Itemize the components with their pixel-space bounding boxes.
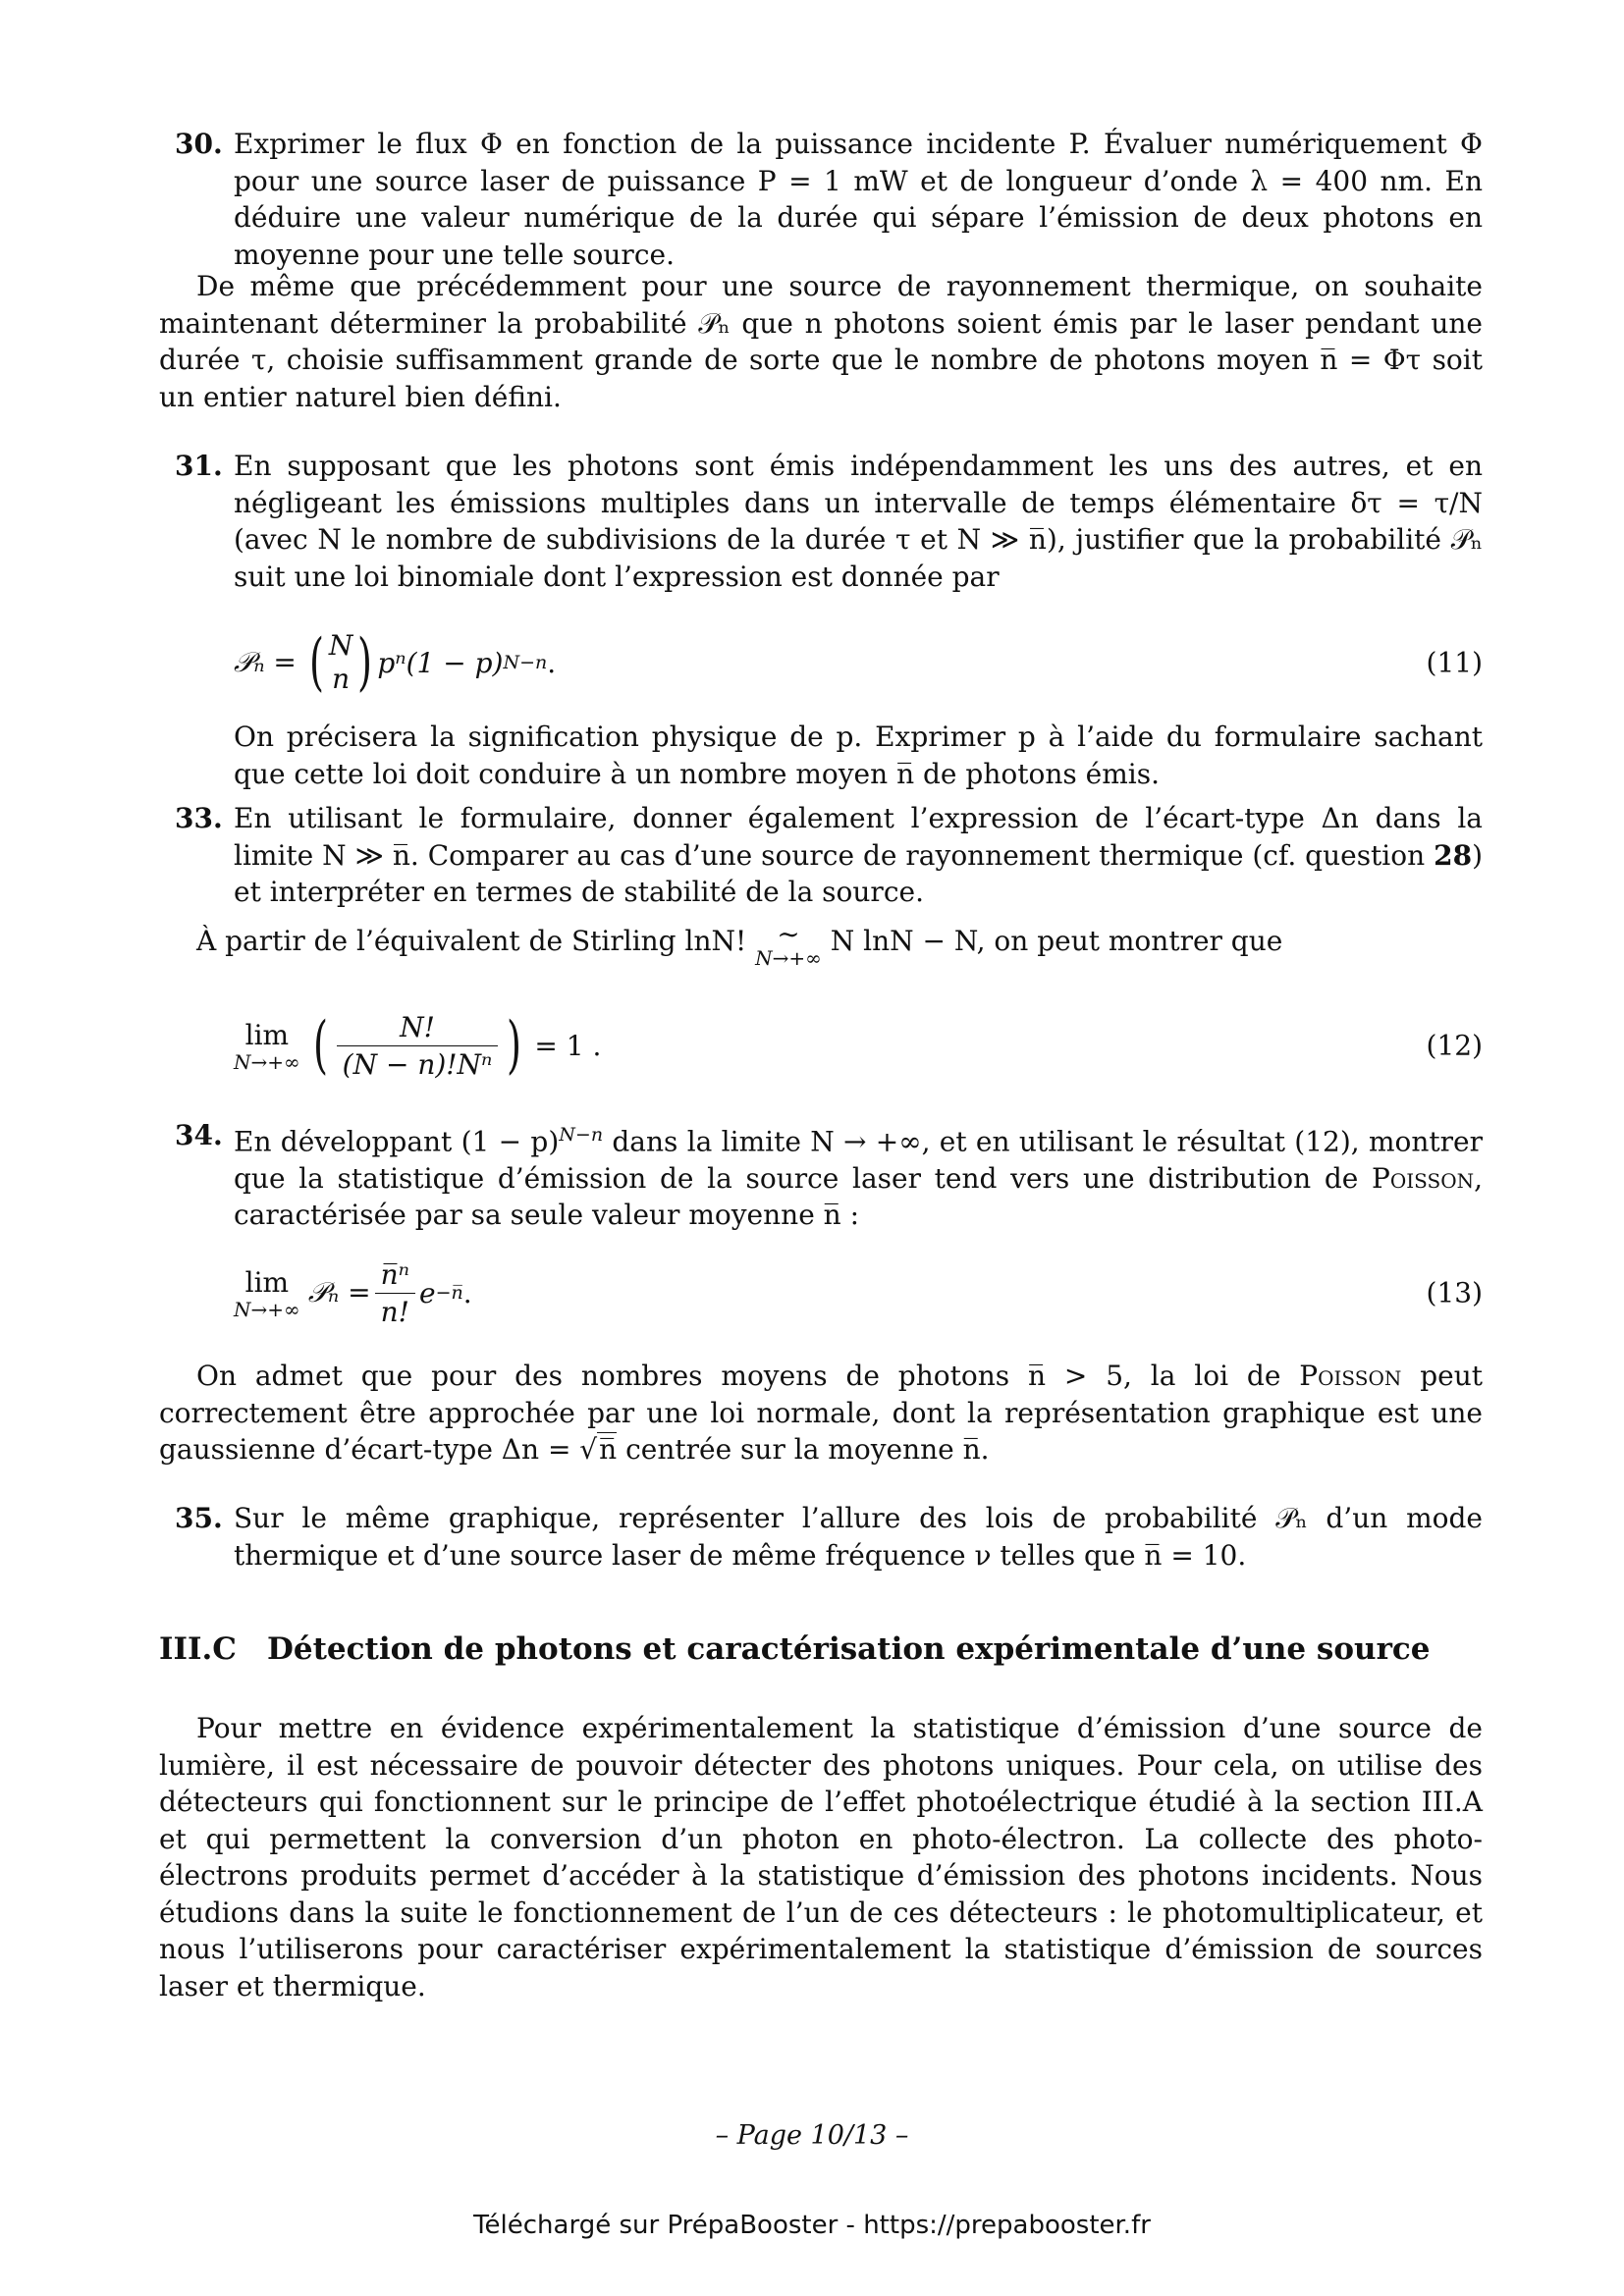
left-paren: ( bbox=[312, 1009, 328, 1082]
exponential: e bbox=[418, 1276, 436, 1309]
stirling-line bbox=[196, 918, 1483, 970]
exponent: N−n bbox=[559, 1124, 604, 1146]
page-number: – Page 10/13 – bbox=[715, 2120, 909, 2151]
question-number: 31. bbox=[175, 450, 223, 482]
question-text: Sur le même graphique, représenter l’allure des lois de probabilité 𝒫ₙ d’un mode thermique et d’une source laser de même fréquence ν telles que n̅ = 10. bbox=[234, 1502, 1483, 1572]
denominator: (N − n)!Nⁿ bbox=[337, 1045, 499, 1081]
equation-11 bbox=[234, 618, 1483, 707]
binomial-top: N bbox=[328, 629, 353, 662]
equation-number: (12) bbox=[1426, 1029, 1483, 1062]
section-heading bbox=[159, 1631, 1431, 1667]
question-34 bbox=[175, 1117, 1483, 1234]
question-text: En utilisant le formulaire, donner également l’expression de l’écart-type Δn dans la limite N ≫ n̅. Comparer au cas d’une source de rayonnement thermique (cf. question bbox=[234, 802, 1483, 872]
limit bbox=[234, 1019, 300, 1073]
equation-number: (13) bbox=[1426, 1276, 1483, 1309]
limit-label: lim bbox=[244, 1018, 290, 1051]
question-number: 33. bbox=[175, 802, 223, 834]
question-text: Exprimer le flux Φ en fonction de la puissance incidente P. Évaluer numériquement Φ pour une source laser de puissance P = 1 mW et de longueur d’onde λ = 400 nm. En déduire une valeur numérique de la durée qui sépare l’émission de deux photons en moyenne pour une telle source. bbox=[234, 128, 1483, 271]
paragraph-text: On admet que pour des nombres moyens de photons n̅ > 5, la loi de bbox=[196, 1360, 1300, 1392]
question-ref: 28 bbox=[1434, 838, 1473, 872]
poisson-name: Poisson bbox=[1372, 1161, 1475, 1195]
denominator: n! bbox=[375, 1293, 415, 1328]
question-text-end: , caractérisée par sa seule valeur moyenne n̅ : bbox=[234, 1161, 1483, 1232]
fraction bbox=[375, 1258, 415, 1328]
question-35 bbox=[175, 1500, 1483, 1574]
equation-13 bbox=[234, 1249, 1483, 1337]
question-number: 34. bbox=[175, 1119, 223, 1151]
question-31-continued: On précisera la signification physique de p. Exprimer p à l’aide du formulaire sachant que cette loi doit conduire à un nombre moyen n̅ de photons émis. bbox=[234, 721, 1483, 790]
paragraph-laser-probability: De même que précédemment pour une source de rayonnement thermique, on souhaite maintenant déterminer la probabilité 𝒫ₙ que n photons soient émis par le laser pendant une durée τ, choisie suffisamment grande de sorte que le nombre de photons moyen n̅ = Φτ soit un entier naturel bien défini. bbox=[159, 270, 1483, 413]
limit-subscript: N→+∞ bbox=[234, 1049, 300, 1074]
binomial-bottom: n bbox=[332, 663, 351, 695]
question-text: En supposant que les photons sont émis indépendamment les uns des autres, et en négligeant les émissions multiples dans un intervalle de temps élémentaire δτ = τ/N (avec N le nombre de subdivisions de la durée τ et N ≫ n̅), justifier que la probabilité 𝒫ₙ suit une loi binomiale dont l’expression est donnée par bbox=[234, 450, 1483, 593]
equation-rhs: pⁿ(1 − p) bbox=[377, 646, 504, 679]
question-number: 35. bbox=[175, 1502, 223, 1534]
sqrt-argument: n̅ bbox=[599, 1433, 618, 1466]
section-title: Détection de photons et caractérisation expérimentale d’une source bbox=[267, 1631, 1431, 1667]
question-31 bbox=[175, 448, 1483, 595]
equation-12 bbox=[234, 1001, 1483, 1090]
exponent: N−n bbox=[503, 652, 548, 673]
equation-lhs: 𝒫ₙ = bbox=[234, 646, 297, 678]
equation-end: . bbox=[462, 1276, 472, 1309]
binomial bbox=[329, 629, 353, 696]
sim-subscript: N→+∞ bbox=[755, 946, 822, 970]
right-paren: ) bbox=[507, 1009, 522, 1082]
download-credit: Téléchargé sur PrépaBooster - https://prepabooster.fr bbox=[473, 2211, 1151, 2240]
sim-symbol: ∼ bbox=[777, 918, 800, 950]
question-text-end: ) et interpréter en termes de stabilité de la source. bbox=[234, 838, 1483, 908]
fraction bbox=[337, 1011, 499, 1081]
stirling-text: À partir de l’équivalent de Stirling lnN! bbox=[196, 925, 756, 957]
question-30 bbox=[175, 126, 1483, 273]
question-text: En développant (1 − p) bbox=[234, 1125, 560, 1158]
limit-subscript: N→+∞ bbox=[234, 1297, 300, 1321]
numerator: N! bbox=[400, 1010, 435, 1043]
question-number: 30. bbox=[175, 128, 223, 160]
paragraph-normal-approx bbox=[159, 1358, 1483, 1468]
equation-lhs: 𝒫ₙ = bbox=[307, 1276, 371, 1308]
paragraph-text-end: centrée sur la moyenne n̅. bbox=[617, 1433, 990, 1466]
question-33 bbox=[175, 800, 1483, 911]
paragraph-detection: Pour mettre en évidence expérimentalement la statistique d’émission d’une source de lumière, il est nécessaire de pouvoir détecter des photons uniques. Pour cela, on utilise des détecteurs qui fonctionnent sur le principe de l’effet photoélectrique étudié à la section III.A et qui permettent la conversion d’un photon en photo-électron. La collecte des photo-électrons produits permet d’accéder à la statistique d’émission des photons incidents. Nous étudions dans la suite le fonctionnement de l’un de ces détecteurs : le photomultiplicateur, et nous l’utiliserons pour caractériser expérimentalement la statistique d’émission de sources laser et thermique. bbox=[159, 1712, 1483, 2002]
equation-end: . bbox=[547, 646, 557, 679]
stirling-text-end: N lnN − N, on peut montrer que bbox=[821, 925, 1283, 957]
left-paren: ( bbox=[308, 626, 324, 699]
limit-label: lim bbox=[244, 1265, 290, 1299]
paragraph-text-mid: peut correctement être approchée par une loi normale, dont la représentation graphique est une gaussienne d’écart-type Δn = √ bbox=[159, 1360, 1483, 1466]
limit bbox=[234, 1266, 300, 1320]
exponent: −n̅ bbox=[435, 1282, 463, 1304]
numerator: n̅ⁿ bbox=[380, 1257, 409, 1291]
equation-rhs: = 1 . bbox=[534, 1029, 602, 1062]
question-text-mid: dans la limite N → +∞, et en utilisant le résultat (12), montrer que la statistique d’émission de la source laser tend vers une distribution de bbox=[234, 1125, 1483, 1195]
poisson-name: Poisson bbox=[1299, 1360, 1402, 1392]
section-number: III.C bbox=[159, 1631, 237, 1667]
equation-number: (11) bbox=[1426, 646, 1483, 679]
right-paren: ) bbox=[357, 626, 373, 699]
equivalent-sign bbox=[755, 918, 822, 970]
